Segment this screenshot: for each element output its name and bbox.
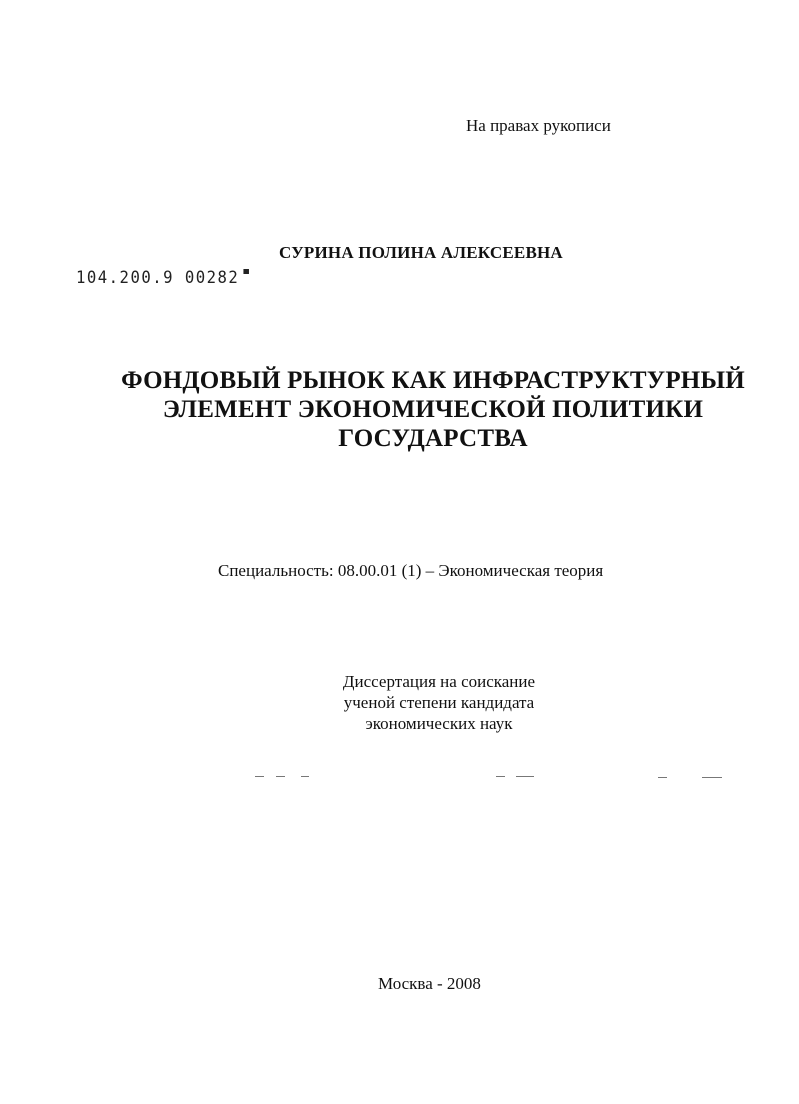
city-year: Москва - 2008 [378, 974, 481, 993]
degree-line-3: экономических наук [365, 714, 513, 733]
title-line-1: ФОНДОВЫЙ РЫНОК КАК ИНФРАСТРУКТУРНЫЙ [121, 367, 745, 394]
title-line-3: ГОСУДАРСТВА [338, 425, 528, 452]
degree-line-2: ученой степени кандидата [343, 693, 535, 712]
scan-artifact-dash [276, 776, 285, 777]
rights-note: На правах рукописи [466, 116, 611, 135]
title-line-2: ЭЛЕМЕНТ ЭКОНОМИЧЕСКОЙ ПОЛИТИКИ [162, 396, 704, 423]
specialty-line: Специальность: 08.00.01 (1) – Экономическая теория [218, 561, 604, 580]
scan-artifact-dash [301, 776, 309, 777]
registration-stamp [76, 268, 249, 288]
scan-artifact-dash [658, 777, 667, 778]
scan-artifact-dash [496, 776, 505, 777]
degree-statement [299, 671, 579, 734]
dissertation-title [100, 366, 766, 453]
scan-artifact-dash [516, 776, 534, 777]
registration-number: 104.200.9 00282 [76, 268, 240, 288]
scan-artifact-dash [255, 776, 264, 777]
stamp-mark [243, 269, 249, 274]
degree-line-1: Диссертация на соискание [342, 672, 536, 691]
scan-artifact-dash [702, 777, 722, 778]
author-name: СУРИНА ПОЛИНА АЛЕКСЕЕВНА [279, 243, 563, 262]
